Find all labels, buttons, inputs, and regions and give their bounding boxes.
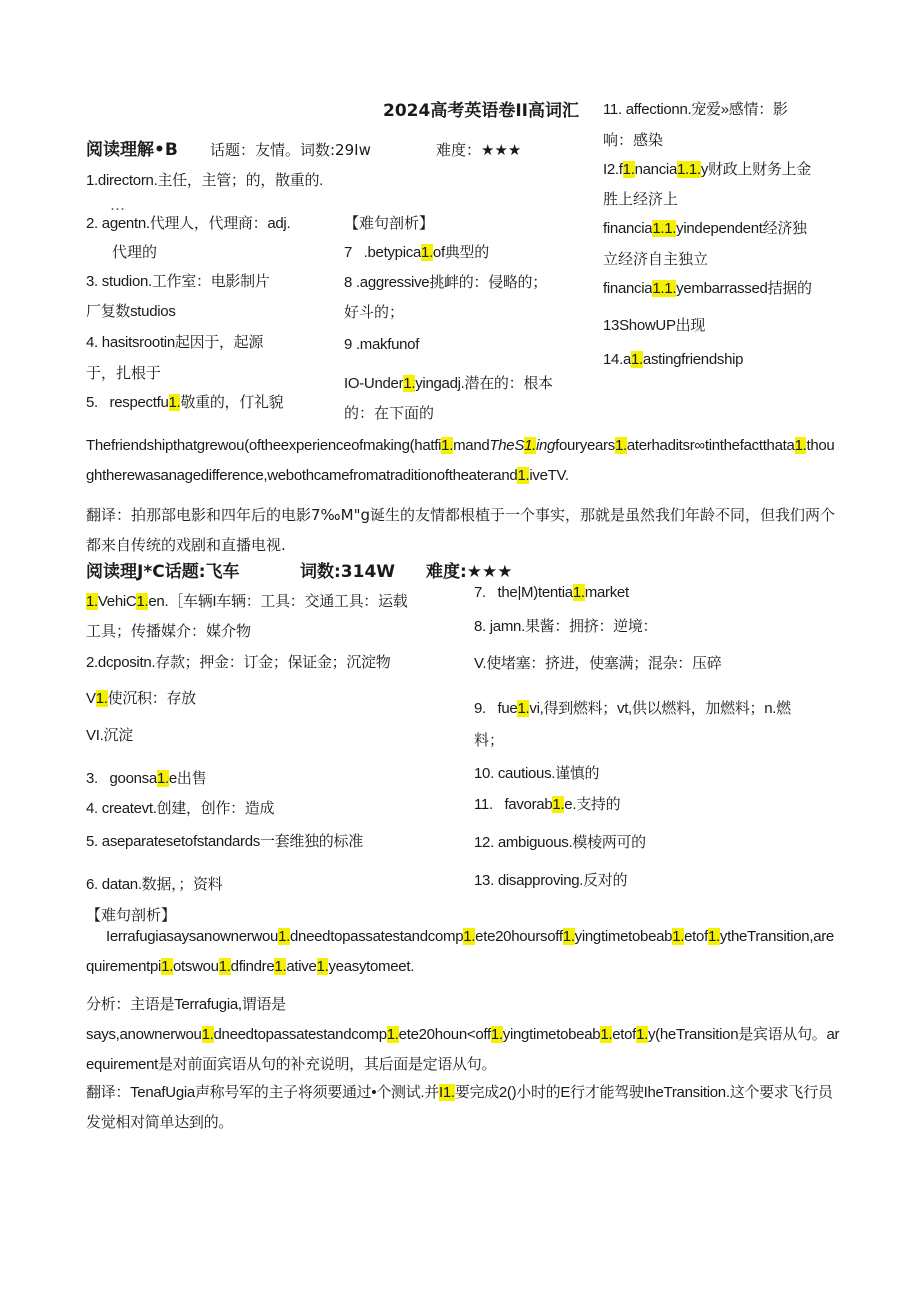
vocab-b-12b-cont: 立经济自主独立	[603, 250, 709, 268]
vocab-b-3-cont: 厂复数studios	[86, 303, 176, 320]
hard-sentence-heading-c: 【难句剖析】	[86, 906, 177, 924]
section-b-topic: 话题：友情。词数:29Iw	[210, 141, 371, 159]
vocab-c-10: 10. cautious.谨慎的	[474, 765, 600, 782]
section-b-translation: 翻译：拍那部电影和四年后的电影7‰M"g诞生的友情都根植于一个事实，那就是虽然我们年龄不同，但我们两个都来自传统的戏剧和直播电视.	[86, 506, 836, 554]
vocab-c-8: 8. jamn.果酱：拥挤：逆境：	[474, 618, 658, 635]
section-c-analysis: 分析：主语是Terrafugia,谓语是 says,anownerwou1.dneedtopassatestandcomp1.ete20houn<off1.yingtimetobeab1.etof1.y(heTransition是宾语从句。arequirement是对前面宾语从句的补充说明，其后面是定语从句。	[86, 996, 840, 1073]
vocab-c-2-v: V1.使沉积：存放	[86, 690, 196, 707]
section-c-difficulty: 难度:★★★	[426, 562, 513, 582]
vocab-b-9: 9 .makfunof	[344, 336, 420, 353]
vocab-c-5: 5. aseparatesetofstandards一套维独的标准	[86, 833, 363, 850]
vocab-c-3: 3. goonsa1.e出售	[86, 770, 207, 787]
vocab-b-8-cont: 好斗的；	[344, 303, 405, 321]
vocab-b-8: 8 .aggressive挑衅的：侵略的；	[344, 274, 547, 291]
vocab-c-2: 2.dcpositn.存款；押金：订金；保证金；沉淀物	[86, 654, 391, 671]
vocab-b-13: 13ShowUP出现	[603, 317, 706, 334]
hard-sentence-heading-b: 【难句剖析】	[344, 214, 435, 232]
vocab-c-12: 12. ambiguous.模棱两可的	[474, 834, 646, 851]
vocab-b-1-cut: …	[110, 196, 125, 214]
section-c-words: 词数:314W	[300, 562, 396, 582]
section-c-heading: 阅读理J*C话题:飞车	[86, 562, 240, 582]
vocab-b-12b: financia1.1.yindependent经济独	[603, 220, 807, 237]
vocab-b-1: 1.directorn.主任，主管；的，散重的.	[86, 172, 324, 189]
vocab-b-3: 3. studion.工作室：电影制片	[86, 273, 270, 290]
vocab-b-5: 5. respectfu1.敬重的，仃礼貌	[86, 394, 284, 411]
vocab-c-8-cont: V.使堵塞：挤进，使塞满；混杂：压碎	[474, 655, 722, 672]
vocab-b-2: 2. agentn.代理人，代理商：adj.	[86, 215, 291, 232]
vocab-b-11: 11. affectionn.宠爱»感情：影	[603, 101, 788, 118]
vocab-b-10: IO-Under1.yingadj.潜在的：根本	[344, 375, 553, 392]
vocab-b-12-cont: 胜上经济上	[603, 190, 679, 208]
vocab-b-11-cont: 响：感染	[603, 131, 664, 149]
vocab-b-12c: financia1.1.yembarrassed拮据的	[603, 280, 812, 297]
vocab-c-9-cont: 料；	[474, 731, 505, 749]
section-c-translation: 翻译：TenafUgia声称号军的主子将须要通过•个测试.并I1.要完成2()小时的E行才能驾驶IheTransition.这个要求飞行员发觉相对简单达到的。	[86, 1084, 833, 1131]
vocab-b-4: 4. hasitsrootin起因于，起源	[86, 334, 264, 351]
vocab-b-10-cont: 的：在下面的	[344, 404, 435, 422]
vocab-c-11: 11. favorab1.e.支持的	[474, 796, 621, 813]
vocab-c-9: 9. fue1.vi,得到燃料；vt,供以燃料，加燃料；n.燃	[474, 700, 791, 717]
vocab-c-4: 4. createvt.创建，创作：造成	[86, 800, 275, 817]
vocab-c-6: 6. datan.数据，；资料	[86, 876, 223, 893]
vocab-c-13: 13. disapproving.反对的	[474, 872, 628, 889]
vocab-b-7: 7 .betypica1.of典型的	[344, 244, 489, 261]
vocab-c-1: 1.VehiC1.en.［车辆I车辆：工具：交通工具：运载	[86, 593, 408, 610]
section-b-heading: 阅读理解•B	[86, 140, 178, 160]
vocab-c-2-vi: VI.沉淀	[86, 727, 133, 744]
section-c-sentence: Ierrafugiasaysanownerwou1.dneedtopassatestandcomp1.ete20hoursoff1.yingtimetobeab1.etof1.ytheTransition,arequirementpi1.otswou1.dfindre1.ative1.yeasytomeet.	[86, 928, 834, 975]
vocab-b-14: 14.a1.astingfriendship	[603, 351, 744, 368]
vocab-b-12: I2.f1.nancia1.1.y财政上财务上金	[603, 161, 811, 178]
page-title: 2024高考英语卷II高词汇	[383, 101, 579, 121]
section-b-difficulty: 难度：★★★	[436, 141, 522, 159]
vocab-b-2-cont: 代理的	[112, 243, 158, 261]
vocab-c-7: 7. the|M)tentia1.market	[474, 584, 629, 601]
vocab-b-4-cont: 于，扎根于	[86, 364, 162, 382]
section-b-sentence: Thefriendshipthatgrewou(oftheexperienceofmaking(hatfi1.mandTheS1.ingfouryears1.aterhaditsr∞tinthefactthata1.thoughtherewasanagedifference,webothcamefromatraditionoftheaterand1.iveTV.	[86, 437, 835, 484]
vocab-c-1-cont: 工具；传播媒介：媒介物	[86, 622, 252, 640]
